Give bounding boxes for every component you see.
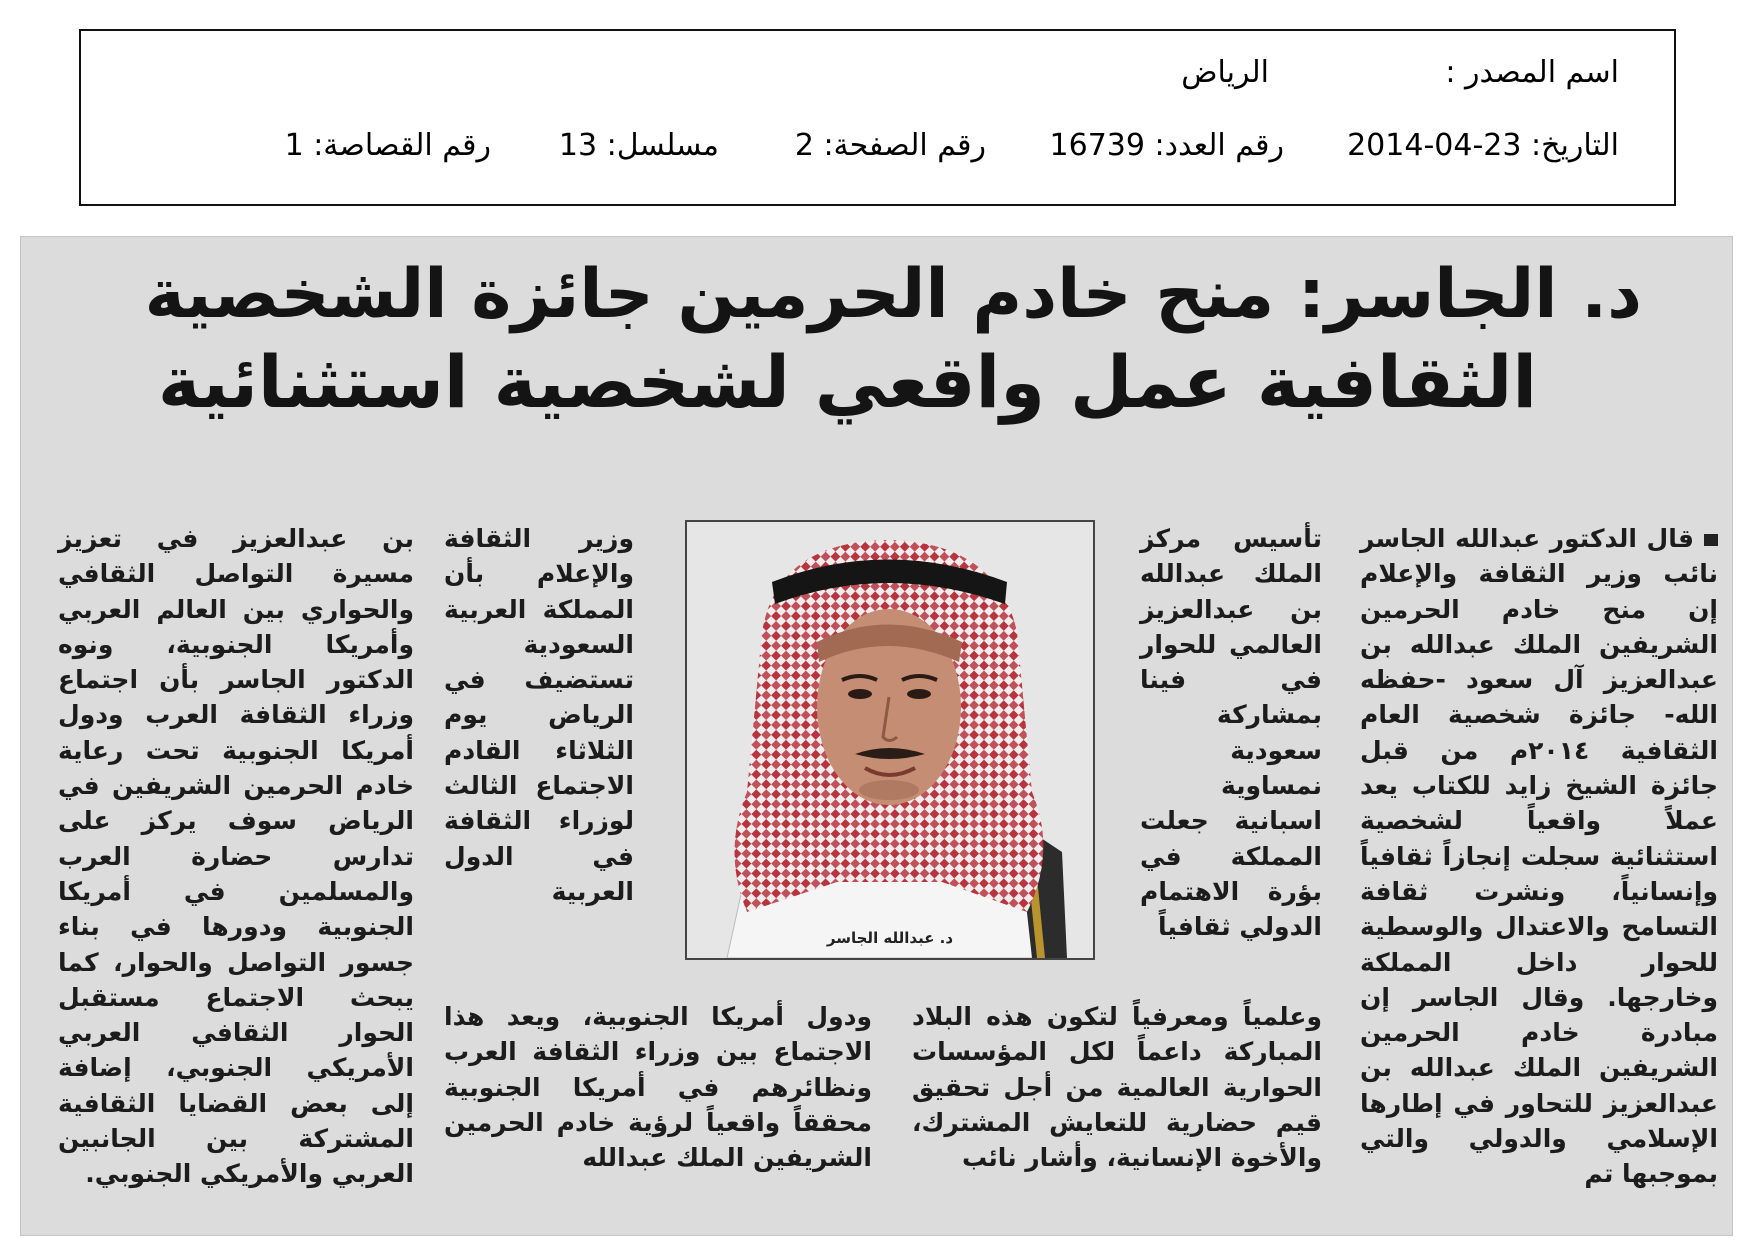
article-column-2-top: تأسيس مركز الملك عبدالله بن عبدالعزيز العالمي للحوار في فينا بمشاركة سعودية نمساوية اسبانية جعلت المملكة في بؤرة الاهتمام الدولي ثقافياً [1140,524,1322,942]
headline-line-2: الثقافية عمل واقعي لشخصية استثنائية [157,340,1537,424]
bullet-square-icon [1704,534,1718,546]
article-column-3-bottom: ودول أمريكا الجنوبية، ويعد هذا الاجتماع بين وزراء الثقافة العرب ونظائرهم في أمريكا الجنوبية محققاً واقعياً لرؤية خادم الحرمين الشريفين الملك عبدالله [444,1002,872,1173]
portrait-illustration-icon [687,522,1093,958]
source-value: الرياض [1181,55,1269,90]
clip-number-field: رقم القصاصة: 1 [284,128,491,163]
page-number-field: رقم الصفحة: 2 [794,128,986,163]
article-column-3-top: وزير الثقافة والإعلام بأن المملكة العربية السعودية تستضيف في الرياض يوم الثلاثاء القادم الاجتماع الثالث لوزراء الثقافة في الدول العربية [444,524,634,906]
clipping-info-box [79,29,1676,206]
article-column-1 [1360,521,1718,1211]
source-label: اسم المصدر : [1445,55,1619,90]
date-field: التاريخ: 23-04-2014 [1347,128,1619,163]
column-1-text: قال الدكتور عبدالله الجاسر نائب وزير الثقافة والإعلام إن منح خادم الحرمين الشريفين الملك عبدالله بن عبدالعزيز آل سعود -حفظه الله- جائزة شخصية العام الثقافية ٢٠١٤م من قبل جائزة الشيخ زايد للكتاب يعد عملاً واقعياً لشخصية استثنائية سجلت إنجازاً ثقافياً وإنسانياً، ونشرت ثقافة التسامح والاعتدال والوسطية للحوار داخل المملكة وخارجها. وقال الجاسر إن مبادرة خادم الحرمين الشريفين الملك عبدالله بن عبدالعزيز للتحاور في إطارها الإسلامي والدولي والتي بموجبها تم [1360,524,1718,1189]
photo-caption: د. عبدالله الجاسر [826,929,954,947]
portrait-photo [685,520,1095,960]
headline-line-1: د. الجاسر: منح خادم الحرمين جائزة الشخصية [144,255,1642,334]
article-column-4: بن عبدالعزيز في تعزيز مسيرة التواصل الثقافي والحواري بين العالم العربي وأمريكا الجنوبية، ونوه الدكتور الجاسر بأن اجتماع وزراء الثقافة العرب ودول أمريكا الجنوبية تحت رعاية خادم الحرمين الشريفين في الرياض سوف يركز على تدارس حضارة العرب والمسلمين في أمريكا الجنوبية ودورها في بناء جسور التواصل والحوار، كما يبحث الاجتماع مستقبل الحوار الثقافي العربي الأمريكي الجنوبي، إضافة إلى بعض القضايا الثقافية المشتركة بين الجانبين العربي والأمريكي الجنوبي. [58,524,414,1189]
newspaper-clipping [20,236,1733,1236]
article-column-2-bottom: وعلمياً ومعرفياً لتكون هذه البلاد المباركة داعماً لكل المؤسسات الحوارية العالمية من أجل تحقيق قيم حضارية للتعايش المشترك، والأخوة الإنسانية، وأشار نائب [912,1002,1322,1173]
serial-field: مسلسل: 13 [558,128,719,163]
issue-number-field: رقم العدد: 16739 [1049,128,1284,163]
